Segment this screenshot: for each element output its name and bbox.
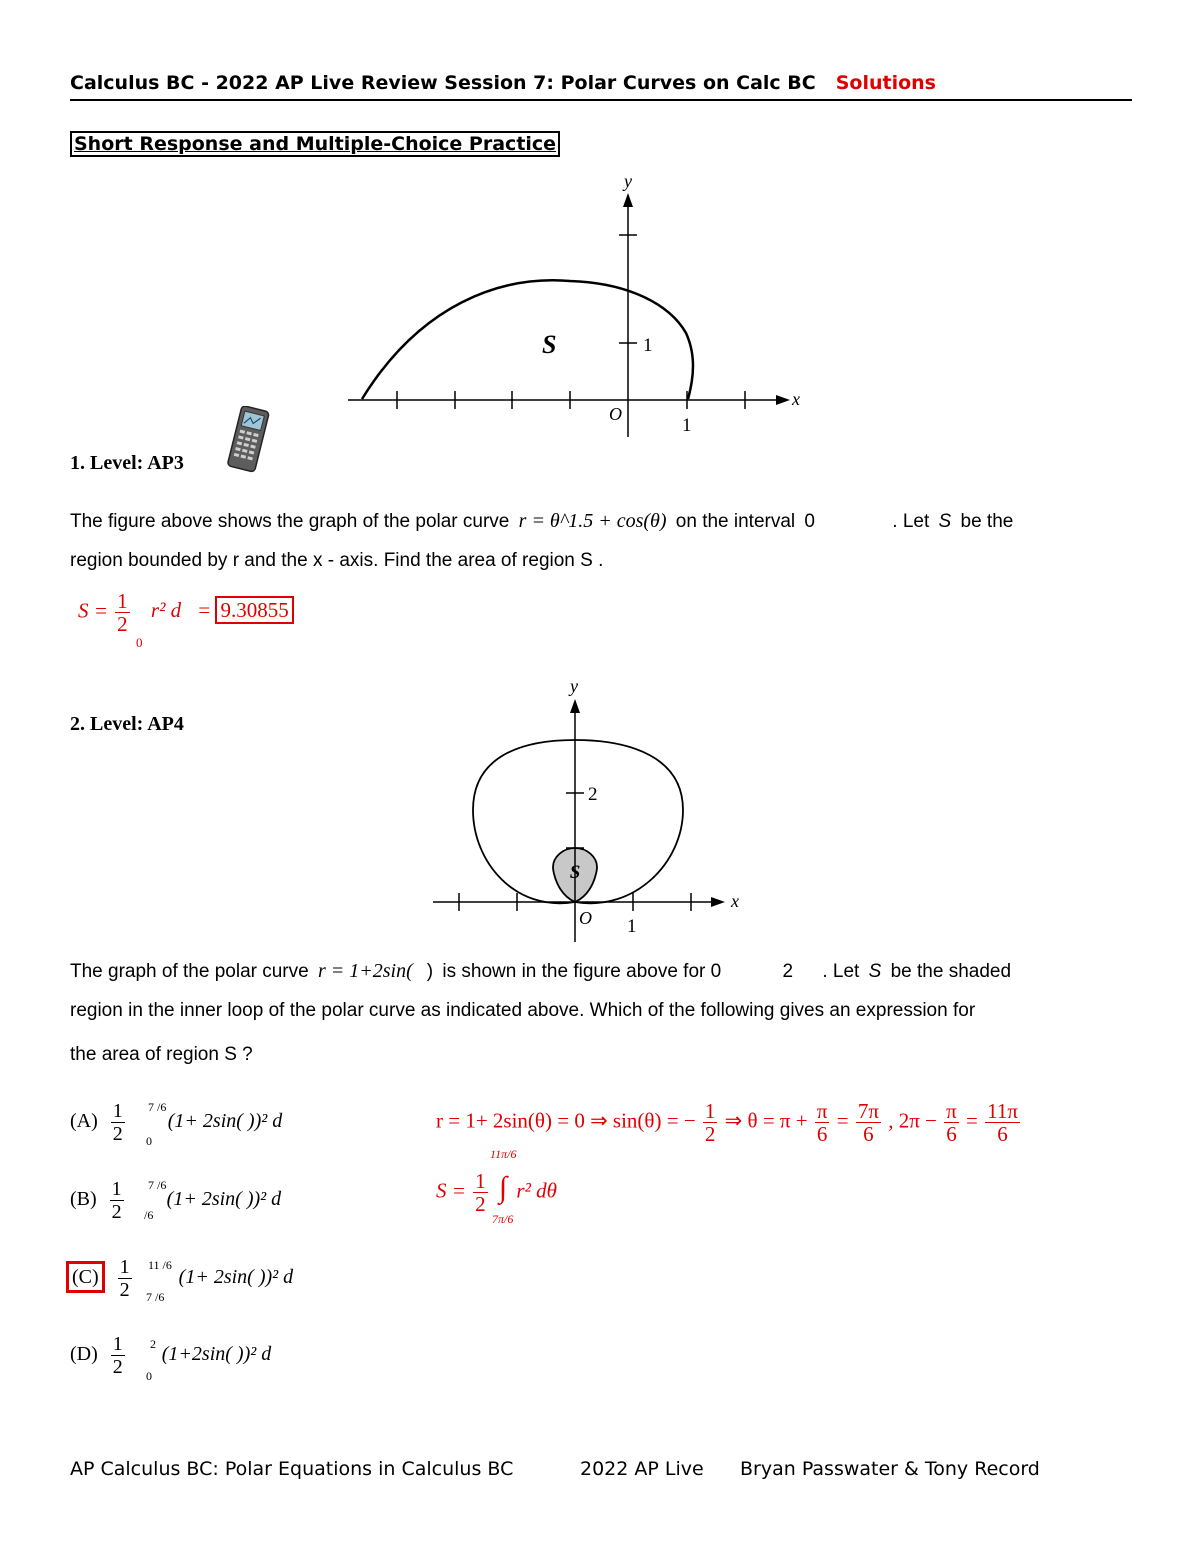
choice-c-lower: 7 /6 — [146, 1290, 165, 1304]
q2-text-line2: region in the inner loop of the polar curve as indicated above. Which of the following gives an expression for — [70, 1000, 976, 1021]
page-header — [70, 72, 936, 94]
choice-a-integrand: (1+ 2sin( ))² d — [167, 1110, 283, 1133]
q2-upper: 2 — [782, 961, 794, 982]
choice-c-half-den: 2 — [119, 1279, 130, 1301]
q2-work2-integral-sign: ∫ — [498, 1171, 508, 1205]
figure-1-polar-graph — [330, 165, 810, 445]
q1-sol-half-den: 2 — [117, 612, 128, 636]
choice-c-label: (C) — [66, 1261, 105, 1293]
q2-curve-close: ) — [426, 961, 434, 982]
fig1-x-arrow — [776, 395, 790, 405]
q2-work-mid2: , 2π − — [888, 1108, 937, 1133]
q1-sol-half-num: 1 — [117, 589, 128, 613]
choice-b-label: (B) — [70, 1188, 97, 1211]
q1-level: 1. Level: AP3 — [70, 452, 184, 474]
q1-text-c: . Let — [892, 511, 930, 532]
q2-work-frac5-d: 6 — [997, 1122, 1008, 1146]
choice-c-half — [118, 1256, 132, 1301]
q2-text-b: is shown in the figure above for 0 — [442, 961, 722, 982]
q1-sol-lower-limit: 0 — [136, 635, 143, 650]
q2-work-frac1-n: 1 — [704, 1099, 716, 1123]
q2-text-c: . Let — [822, 961, 860, 982]
fig1-x-axis-label: x — [792, 389, 800, 409]
fig2-x-axis-label: x — [731, 891, 739, 911]
q2-work-line1 — [436, 1100, 1022, 1145]
choice-d-half-num: 1 — [112, 1333, 123, 1355]
choice-b-lower: /6 — [144, 1208, 154, 1222]
q2-work2-upper: 11π/6 — [490, 1147, 517, 1161]
q2-text-line1 — [70, 951, 1011, 992]
choice-a[interactable] — [70, 1100, 283, 1148]
q1-text-line2: region bounded by r and the x - axis. Find the area of region S . — [70, 550, 604, 571]
header-solutions-tag: Solutions — [835, 72, 936, 94]
choice-a-lower: 0 — [146, 1134, 152, 1148]
footer-middle: 2022 AP Live — [580, 1458, 704, 1480]
choice-d-half-den: 2 — [112, 1356, 123, 1378]
fig2-region-label: S — [569, 862, 581, 883]
choice-d-upper: 2 — [150, 1337, 156, 1351]
fig1-y-arrow — [623, 193, 633, 207]
q2-text-d: S — [868, 961, 882, 982]
q2-work-line2 — [436, 1170, 557, 1215]
choice-d-label: (D) — [70, 1343, 98, 1366]
section-title: Short Response and Multiple-Choice Practice — [70, 131, 560, 157]
choice-c[interactable] — [66, 1256, 294, 1304]
header-rule — [70, 99, 1132, 101]
choice-b-half-num: 1 — [111, 1178, 122, 1200]
choice-b-integrand: (1+ 2sin( ))² d — [166, 1188, 282, 1211]
q2-work-mid1: ⇒ θ = π + — [724, 1108, 808, 1133]
footer-right: Bryan Passwater & Tony Record — [740, 1458, 1040, 1480]
fig2-x-tick-label: 1 — [627, 916, 637, 937]
q1-solution — [78, 590, 294, 635]
q2-work-frac5 — [985, 1100, 1020, 1145]
choice-a-upper: 7 /6 — [148, 1100, 167, 1114]
fig2-y-axis-label: y — [570, 676, 578, 696]
fig1-y-axis-label: y — [624, 171, 632, 191]
q2-work-frac4-n: π — [946, 1099, 957, 1123]
q2-work-frac2-n: π — [816, 1099, 828, 1123]
fig2-x-arrow — [711, 897, 725, 907]
choice-a-half — [111, 1100, 125, 1145]
q1-text-d: S — [938, 511, 952, 532]
fig1-y-tick-label: 1 — [643, 335, 653, 356]
q2-work2-half-n: 1 — [475, 1169, 486, 1193]
choice-b[interactable] — [70, 1178, 281, 1223]
q2-text-line3: the area of region S ? — [70, 1044, 253, 1065]
q2-work2-half — [473, 1170, 488, 1215]
fig2-y-arrow — [570, 699, 580, 713]
q2-work-start: r = 1+ 2sin(θ) = 0 ⇒ sin(θ) = − — [436, 1108, 696, 1133]
choice-c-integrand: (1+ 2sin( ))² d — [178, 1266, 294, 1289]
q1-sol-answer: 9.30855 — [215, 596, 293, 624]
q2-level: 2. Level: AP4 — [70, 713, 184, 735]
q1-sol-lhs: S = — [78, 598, 108, 623]
fig1-origin-label: O — [609, 404, 622, 424]
q2-work2-half-d: 2 — [475, 1192, 486, 1216]
q1-text-b: on the interval — [675, 511, 796, 532]
fig1-region-label: S — [542, 330, 557, 359]
choice-a-half-num: 1 — [112, 1100, 123, 1122]
q2-work2-lhs: S = — [436, 1178, 466, 1203]
q2-work-eq1: = — [836, 1108, 849, 1133]
q2-work-frac2-d: 6 — [816, 1122, 828, 1146]
q1-curve: r = θ^1.5 + cos(θ) — [518, 510, 667, 532]
header-title: Calculus BC - 2022 AP Live Review Session 7: Polar Curves on Calc BC — [70, 72, 816, 94]
q2-work-frac3 — [856, 1100, 881, 1145]
q2-work-frac5-n: 11π — [987, 1099, 1018, 1123]
choice-c-upper: 11 /6 — [148, 1258, 172, 1272]
q2-work-frac1 — [703, 1100, 718, 1145]
q1-text-e: be the — [960, 511, 1014, 532]
calculator-icon — [226, 406, 272, 474]
q2-work-frac4-d: 6 — [946, 1122, 957, 1146]
q2-work-frac3-n: 7π — [857, 1099, 879, 1123]
choice-a-label: (A) — [70, 1110, 98, 1133]
choice-b-half — [110, 1178, 124, 1223]
q2-work-frac3-d: 6 — [863, 1122, 874, 1146]
fig2-origin-label: O — [579, 908, 592, 928]
q2-curve: r = 1+2sin( — [317, 960, 413, 982]
q1-text-a: The figure above shows the graph of the polar curve — [70, 511, 510, 532]
choice-b-half-den: 2 — [111, 1201, 122, 1223]
choice-a-half-den: 2 — [112, 1123, 123, 1145]
choice-d[interactable] — [70, 1333, 272, 1383]
choice-d-half — [111, 1333, 125, 1378]
fig2-y-tick-label: 2 — [588, 784, 598, 805]
q2-text-a: The graph of the polar curve — [70, 961, 309, 982]
choice-b-upper: 7 /6 — [148, 1178, 167, 1192]
q1-interval-start: 0 — [804, 511, 815, 532]
fig1-x-tick-label: 1 — [682, 415, 692, 436]
q1-sol-half — [115, 590, 130, 635]
q2-work2-integrand: r² dθ — [516, 1178, 557, 1203]
choice-d-lower: 0 — [146, 1369, 152, 1383]
q2-text-e: be the shaded — [890, 961, 1012, 982]
q2-work-eq2: = — [966, 1108, 978, 1133]
q1-sol-integrand: r² d — [150, 598, 182, 623]
q1-sol-equals: = — [198, 598, 211, 623]
footer-left: AP Calculus BC: Polar Equations in Calculus BC — [70, 1458, 514, 1480]
choice-c-half-num: 1 — [119, 1256, 130, 1278]
q2-work2-lower: 7π/6 — [492, 1212, 514, 1226]
q2-work-frac4 — [944, 1100, 959, 1145]
choice-d-integrand: (1+2sin( ))² d — [161, 1343, 272, 1366]
q2-work-frac1-d: 2 — [704, 1122, 716, 1146]
q2-work-frac2 — [815, 1100, 830, 1145]
q1-text-line1 — [70, 501, 1013, 542]
figure-2-limacon-graph — [425, 672, 755, 947]
